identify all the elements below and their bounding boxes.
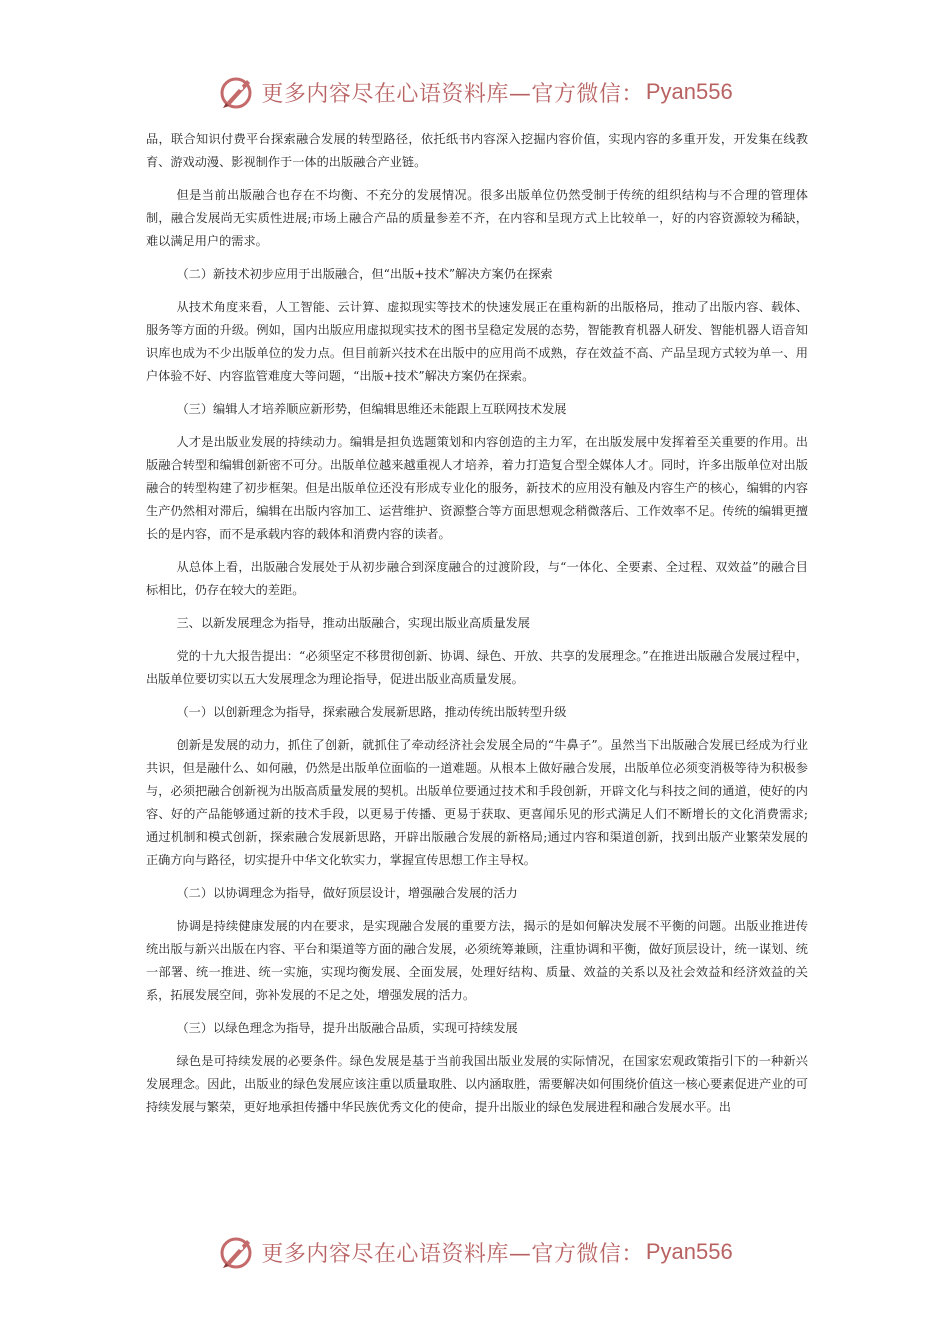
pen-nib-logo-icon <box>217 72 257 112</box>
body-paragraph: 从技术角度来看，人工智能、云计算、虚拟现实等技术的快速发展正在重构新的出版格局，推动了出版内容、载体、服务等方面的升级。例如，国内出版应用虚拟现实技术的图书呈稳定发展的态势，智能教育机器人研发、智能机器人语音知识库也成为不少出版单位的发力点。但目前新兴技术在出版中的应用尚不成熟，存在效益不高、产品呈现方式较为单一、用户体验不好、内容监管难度大等问题，“出版+技术”解决方案仍在探索。 <box>146 300 808 383</box>
continued-paragraph: 品，联合知识付费平台探索融合发展的转型路径，依托纸书内容深入挖掘内容价值，实现内容的多重开发，开发集在线教育、游戏动漫、影视制作于一体的出版融合产业链。 <box>146 132 808 169</box>
footer-watermark-banner <box>0 1230 950 1274</box>
section-heading: （二）新技术初步应用于出版融合，但“出版+技术”解决方案仍在探索 <box>176 267 553 281</box>
body-paragraph: 从总体上看，出版融合发展处于从初步融合到深度融合的过渡阶段，与“一体化、全要素、全过程、双效益”的融合目标相比，仍存在较大的差距。 <box>146 560 808 597</box>
body-paragraph: 但是当前出版融合也存在不均衡、不充分的发展情况。很多出版单位仍然受制于传统的组织结构与不合理的管理体制，融合发展尚无实质性进展;市场上融合产品的质量参差不齐，在内容和呈现方式上比较单一，好的内容资源较为稀缺，难以满足用户的需求。 <box>146 188 808 248</box>
pen-nib-logo-icon <box>217 1232 257 1272</box>
section-heading: 三、以新发展理念为指导，推动出版融合，实现出版业高质量发展 <box>176 616 530 630</box>
body-paragraph: 协调是持续健康发展的内在要求，是实现融合发展的重要方法，揭示的是如何解决发展不平衡的问题。出版业推进传统出版与新兴出版在内容、平台和渠道等方面的融合发展，必须统筹兼顾，注重协调和平衡，做好顶层设计，统一谋划、统一部署、统一推进、统一实施，实现均衡发展、全面发展，处理好结构、质量、效益的关系以及社会效益和经济效益的关系，拓展发展空间，弥补发展的不足之处，增强发展的活力。 <box>146 919 808 1002</box>
body-paragraph: 党的十九大报告提出：“必须坚定不移贯彻创新、协调、绿色、开放、共享的发展理念。”在推进出版融合发展过程中，出版单位要切实以五大发展理念为理论指导，促进出版业高质量发展。 <box>146 649 808 686</box>
section-heading: （二）以协调理念为指导，做好顶层设计，增强融合发展的活力 <box>176 886 518 900</box>
body-paragraph: 人才是出版业发展的持续动力。编辑是担负选题策划和内容创造的主力军，在出版发展中发挥着至关重要的作用。出版融合转型和编辑创新密不可分。出版单位越来越重视人才培养，着力打造复合型全媒体人才。同时，许多出版单位对出版融合的转型构建了初步框架。但是出版单位还没有形成专业化的服务，新技术的应用没有触及内容生产的核心，编辑的内容生产仍然相对滞后，编辑在出版内容加工、运营维护、资源整合等方面思想观念稍微落后、工作效率不足。传统的编辑更擅长的是内容，而不是承载内容的载体和消费内容的读者。 <box>146 435 808 541</box>
body-paragraph: 创新是发展的动力，抓住了创新，就抓住了牵动经济社会发展全局的“牛鼻子”。虽然当下出版融合发展已经成为行业共识，但是融什么、如何融，仍然是出版单位面临的一道难题。从根本上做好融合发展，出版单位必须变消极等待为积极参与，必须把融合创新视为出版高质量发展的契机。出版单位要通过技术和手段创新，开辟文化与科技之间的通道，使好的内容、好的产品能够通过新的技术手段，以更易于传播、更易于获取、更喜闻乐见的形式满足人们不断增长的文化消费需求;通过机制和模式创新，探索融合发展新思路，开辟出版融合发展的新格局;通过内容和渠道创新，找到出版产业繁荣发展的正确方向与路径，切实提升中华文化软实力，掌握宣传思想工作主导权。 <box>146 738 808 867</box>
banner-text: 更多内容尽在心语资料库—官方微信： <box>261 81 644 107</box>
banner-text: 更多内容尽在心语资料库—官方微信： <box>261 1241 644 1267</box>
banner-wechat-id: Pyan556 <box>645 1239 733 1264</box>
banner-wechat-id: Pyan556 <box>645 79 733 104</box>
document-body <box>146 128 808 1129</box>
section-heading: （三）以绿色理念为指导，提升出版融合品质，实现可持续发展 <box>176 1021 518 1035</box>
body-paragraph: 绿色是可持续发展的必要条件。绿色发展是基于当前我国出版业发展的实际情况，在国家宏观政策指引下的一种新兴发展理念。因此，出版业的绿色发展应该注重以质量取胜、以内涵取胜，需要解决如何围绕价值这一核心要素促进产业的可持续发展与繁荣，更好地承担传播中华民族优秀文化的使命，提升出版业的绿色发展进程和融合发展水平。出 <box>146 1054 808 1114</box>
section-heading: （一）以创新理念为指导，探索融合发展新思路，推动传统出版转型升级 <box>176 705 567 719</box>
header-watermark-banner <box>0 70 950 114</box>
section-heading: （三）编辑人才培养顺应新形势，但编辑思维还未能跟上互联网技术发展 <box>176 402 567 416</box>
